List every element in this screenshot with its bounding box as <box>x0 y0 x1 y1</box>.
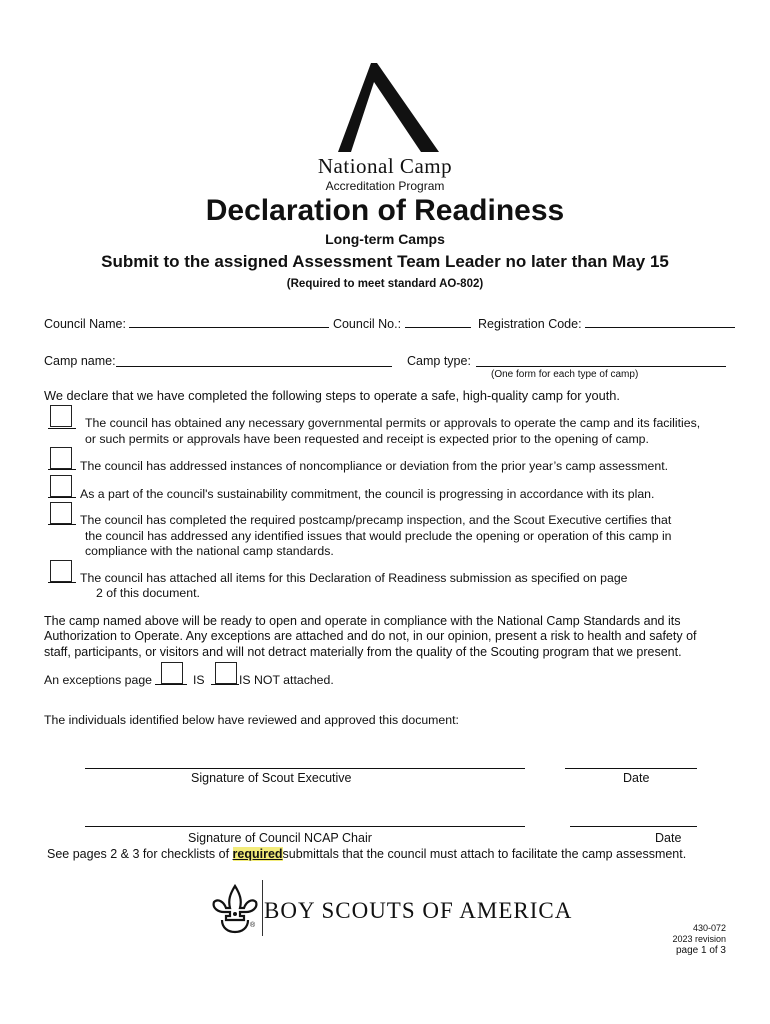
item-sustainability: As a part of the council's sustainability commitment, the council is progressing in accordance with its plan. <box>80 487 655 501</box>
checkbox-underline <box>48 524 76 525</box>
checkbox-sustainability[interactable] <box>50 475 72 497</box>
national-camp-tent-logo <box>335 60 445 155</box>
form-number: 430-072 <box>692 923 726 933</box>
page-number: page 1 of 3 <box>675 945 726 956</box>
checkbox-underline <box>48 582 76 583</box>
bsa-wordmark: BOY SCOUTS OF AMERICA <box>264 898 573 923</box>
item-inspection-line2: the council has addressed any identified issues that would preclude the opening or operation of this camp in <box>85 529 672 543</box>
date-label-2: Date <box>655 831 682 845</box>
checkbox-underline <box>48 428 76 429</box>
checkbox-inspection[interactable] <box>50 502 72 524</box>
statement-line3: staff, participants, or visitors and will not detract materially from the quality of the Scouting program that we present. <box>44 645 682 659</box>
council-info-row <box>44 315 735 331</box>
exceptions-is-label: IS <box>193 673 205 687</box>
ncap-chair-signature-line[interactable] <box>85 826 525 827</box>
camp-name-label: Camp name: <box>44 354 116 368</box>
item-inspection-line1: The council has completed the required postcamp/precamp inspection, and the Scout Executive certifies that <box>80 513 672 527</box>
registration-code-label: Registration Code: <box>478 317 582 331</box>
checkbox-permits[interactable] <box>50 405 72 427</box>
document-title: Declaration of Readiness <box>205 194 565 227</box>
checkbox-attachments[interactable] <box>50 560 72 582</box>
scout-executive-signature-line[interactable] <box>85 768 525 769</box>
note-highlight: required <box>232 847 283 861</box>
revision: 2023 revision <box>672 934 726 944</box>
council-name-field[interactable] <box>129 315 329 328</box>
date-line-2[interactable] <box>570 826 697 827</box>
camp-type-label: Camp type: <box>407 354 471 368</box>
checklist-note <box>47 846 686 862</box>
note-suffix: submittals that the council must attach to facilitate the camp assessment. <box>282 847 687 861</box>
bsa-divider <box>262 880 263 936</box>
date-line-1[interactable] <box>565 768 697 769</box>
exceptions-underline <box>155 684 187 685</box>
registration-code-field[interactable] <box>585 315 735 328</box>
declaration-intro: We declare that we have completed the following steps to operate a safe, high-quality camp for youth. <box>44 388 620 403</box>
exceptions-is-not-label: IS NOT attached. <box>239 673 334 687</box>
checkbox-exceptions-is[interactable] <box>161 662 183 684</box>
camp-type-note: (One form for each type of camp) <box>491 369 639 380</box>
org-name: National Camp <box>317 154 453 178</box>
council-no-label: Council No.: <box>332 317 402 331</box>
statement-line2: Authorization to Operate. Any exceptions are attached and do not, in our opinion, present a risk to health and safety of <box>44 629 697 643</box>
council-name-label: Council Name: <box>44 317 126 331</box>
item-attachments-line2: 2 of this document. <box>96 586 200 600</box>
scout-executive-signature-label: Signature of Scout Executive <box>191 771 352 785</box>
checkbox-noncompliance[interactable] <box>50 447 72 469</box>
ncap-chair-signature-label: Signature of Council NCAP Chair <box>188 831 372 845</box>
standard-requirement: (Required to meet standard AO-802) <box>286 278 484 290</box>
checkbox-underline <box>48 497 76 498</box>
item-permits-line1: The council has obtained any necessary governmental permits or approvals to operate the camp and its facilities, <box>85 416 701 430</box>
note-prefix: See pages 2 & 3 for checklists of <box>47 847 230 861</box>
submit-instruction: Submit to the assigned Assessment Team Leader no later than May 15 <box>101 252 669 271</box>
date-label-1: Date <box>623 771 650 785</box>
item-noncompliance: The council has addressed instances of noncompliance or deviation from the prior year’s camp assessment. <box>80 459 669 473</box>
bsa-registered-mark: ® <box>250 922 256 929</box>
approval-text: The individuals identified below have reviewed and approved this document: <box>44 713 459 727</box>
item-permits-line2: or such permits or approvals have been requested and receipt is expected prior to the opening of camp. <box>85 432 649 446</box>
checkbox-exceptions-is-not[interactable] <box>215 662 237 684</box>
statement-line1: The camp named above will be ready to open and operate in compliance with the National Camp Standards and its <box>44 614 681 628</box>
checkbox-underline <box>48 469 76 470</box>
document-subtitle: Long-term Camps <box>325 231 445 247</box>
exceptions-underline <box>211 684 239 685</box>
council-no-field[interactable] <box>405 315 471 328</box>
camp-type-field[interactable] <box>476 366 726 367</box>
exceptions-label: An exceptions page <box>44 673 153 687</box>
org-program: Accreditation Program <box>325 179 445 193</box>
item-inspection-line3: compliance with the national camp standards. <box>85 544 334 558</box>
item-attachments-line1: The council has attached all items for this Declaration of Readiness submission as specified on page <box>80 571 628 585</box>
camp-name-field[interactable] <box>116 366 392 367</box>
